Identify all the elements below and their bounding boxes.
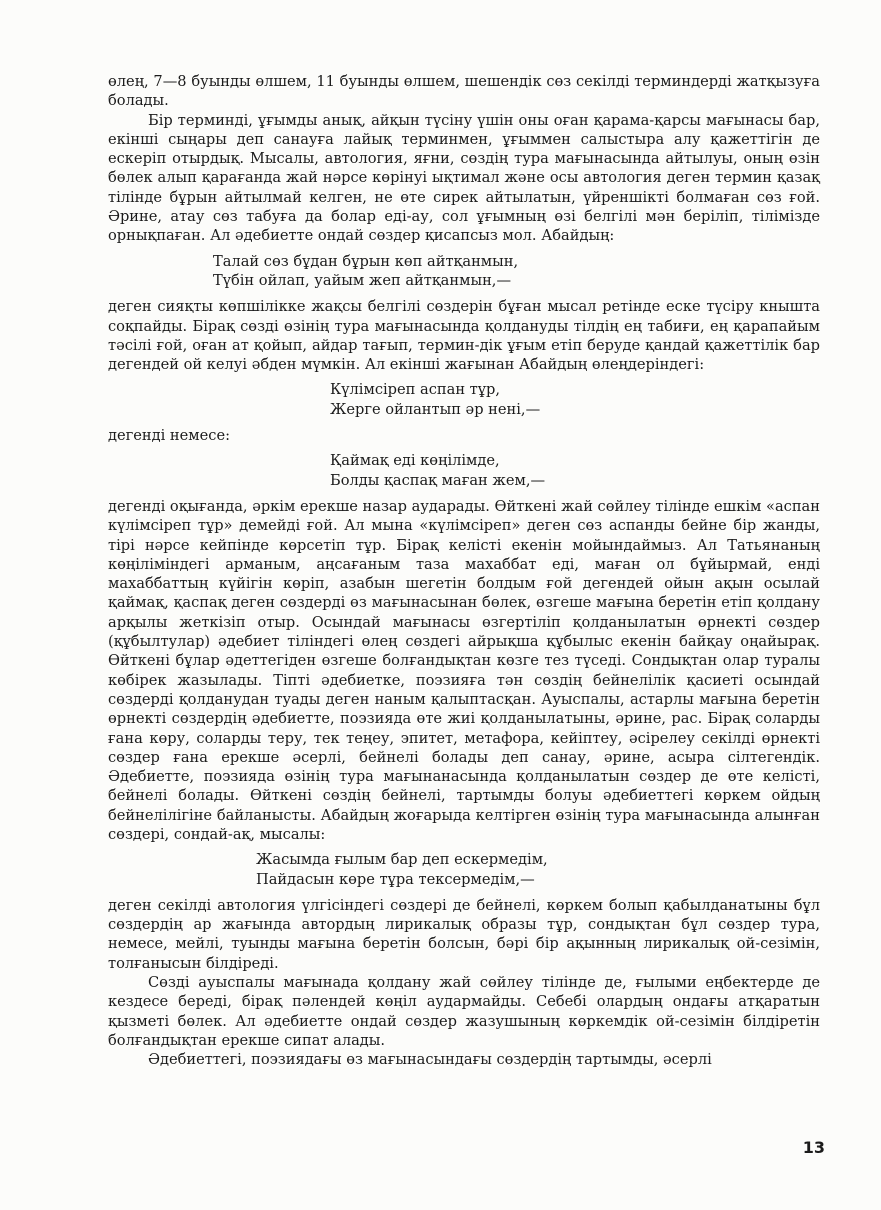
paragraph: Бір терминді, ұғымды анық, айқын түсіну үшін оны оған қарама-қарсы мағынасы бар, екінші сыңары деп санауға лайық терминмен, ұғыммен салыстыра алу қажеттігін де ескеріп отырдық. Мысалы, автология, яғни, сөздің тура мағынасында айтылуы, оның өзін бөлек алып қарағанда жай нәрсе көрінуі ықтимал және осы автология деген термин қазақ тілінде бұрын айтылмай келген, не өте сирек айтылатын, үйреншікті болмаған сөз ғой. Әрине, атау сөз табуға да болар еді-ау, сол ұғымның өзі белгілі мән беріліп, тілімізде орнықпаған. Ал әдебиетте ондай сөздер қисапсыз мол. Абайдың: <box>108 111 820 245</box>
paragraph: деген секілді автология үлгісіндегі сөздері де бейнелі, көркем болып қабылданатыны бұл сөздердің ар жағында автордың лирикалық образы тұр, сондықтан бұл сөздер тура, немесе, мейлі, туынды мағына беретін болсын, бәрі бір ақынның лирикалық ой-сезімін, толғанысын білдіреді. <box>108 896 820 972</box>
body-text <box>108 72 820 1070</box>
verse-quote <box>108 380 820 419</box>
verse-line: Талай сөз бұдан бұрын көп айтқанмын, <box>213 252 519 270</box>
paragraph: дегенді оқығанда, әркім ерекше назар аударады. Өйткені жай сөйлеу тілінде ешкім «аспан күлімсіреп тұр» демейді ғой. Ал мына «күлімсіреп» деген сөз аспанды бейне бір жанды, тірі нәрсе кейпінде көрсетіп тұр. Бірақ келісті екенін мойындаймыз. Ал Татьянаның көңіліміндегі арманым, аңсағаным таза махаббат еді, маған ол бұйырмай, енді махаббаттың күйігін көріп, азабын шегетін болдым ғой дегендей ойын ақын осылай қаймақ, қаспақ деген сөздерді өз мағынасынан бөлек, өзгеше мағына беретін етіп қолдану арқылы жеткізіп отыр. Осындай мағынасы өзгертіліп қолданылатын өрнекті сөздер (құбылтулар) әдебиет тіліндегі өлең сөздегі айрықша құбылыс екенін байқау оңайырақ. Өйткені бұлар әдеттегіден өзгеше болғандықтан көзге тез түседі. Сондықтан олар туралы көбірек жазылады. Тіпті әдебиетке, поэзияға тән сөздің бейнелілік қасиеті осындай сөздерді қолданудан туады деген наным қалыптасқан. Ауыспалы, астарлы мағына беретін өрнекті сөздердің әдебиетте, поэзияда өте жиі қолданылатыны, әрине, рас. Бірақ соларды ғана көру, соларды теру, тек теңеу, эпитет, метафора, кейіптеу, әсірелеу секілді өрнекті сөздер ғана ерекше әсерлі, бейнелі болады деп санау, әрине, асыра сілтегендік. Әдебиетте, поэзияда өзінің тура мағынанасында қолданылатын сөздер де өте келісті, бейнелі болады. Өйткені сөздің бейнелі, тартымды болуы әдебиеттегі көркем ойдың бейнелілігіне байланысты. Абайдың жоғарыда келтірген өзінің тура мағынасында алынған сөздері, сондай-ақ, мысалы: <box>108 497 820 843</box>
verse-quote <box>108 252 820 291</box>
verse-line: Түбін ойлап, уайым жеп айтқанмын,— <box>213 271 512 289</box>
paragraph: өлең, 7—8 буынды өлшем, 11 буынды өлшем, шешендік сөз секілді терминдерді жатқызуға болады. <box>108 73 820 110</box>
connector-text: дегенді немесе: <box>108 427 231 445</box>
verse-line: Күлімсіреп аспан тұр, <box>330 381 500 399</box>
paragraph: Әдебиеттегі, поэзиядағы өз мағынасындағы сөздердің тартымды, әсерлі <box>148 1051 712 1069</box>
paragraph: Сөзді ауыспалы мағынада қолдану жай сөйлеу тілінде де, ғылыми еңбектерде де кездесе береді, бірақ пәлендей көңіл аудармайды. Себебі олардың ондағы атқаратын қызметі бөлек. Ал әдебиетте ондай сөздер жазушының көркемдік ой-сезімін білдіретін болғандықтан ерекше сипат алады. <box>108 974 820 1049</box>
verse-line: Жерге ойлантып әр нені,— <box>330 400 541 418</box>
verse-line: Пайдасын көре тұра тексермедім,— <box>256 870 535 888</box>
verse-quote <box>108 850 820 889</box>
page-number: 13 <box>802 1138 825 1157</box>
verse-line: Жасымда ғылым бар деп ескермедім, <box>256 851 548 869</box>
verse-line: Қаймақ еді көңілімде, <box>330 452 500 470</box>
paragraph: деген сияқты көпшілікке жақсы белгілі сөздерін бұған мысал ретінде еске түсіру кнышта соқпайды. Бірақ сөзді өзінің тура мағынасында қолдануды тілдің ең табиғи, ең қарапайым тәсілі ғой, оған ат қойып, айдар тағып, термин-дік ұғым етіп беруде қандай қажеттілік бар дегендей ой келуі әбден мүмкін. Ал екінші жағынан Абайдың өлеңдеріндегі: <box>108 298 820 374</box>
verse-line: Болды қаспақ маған жем,— <box>330 471 546 489</box>
verse-quote <box>108 451 820 490</box>
